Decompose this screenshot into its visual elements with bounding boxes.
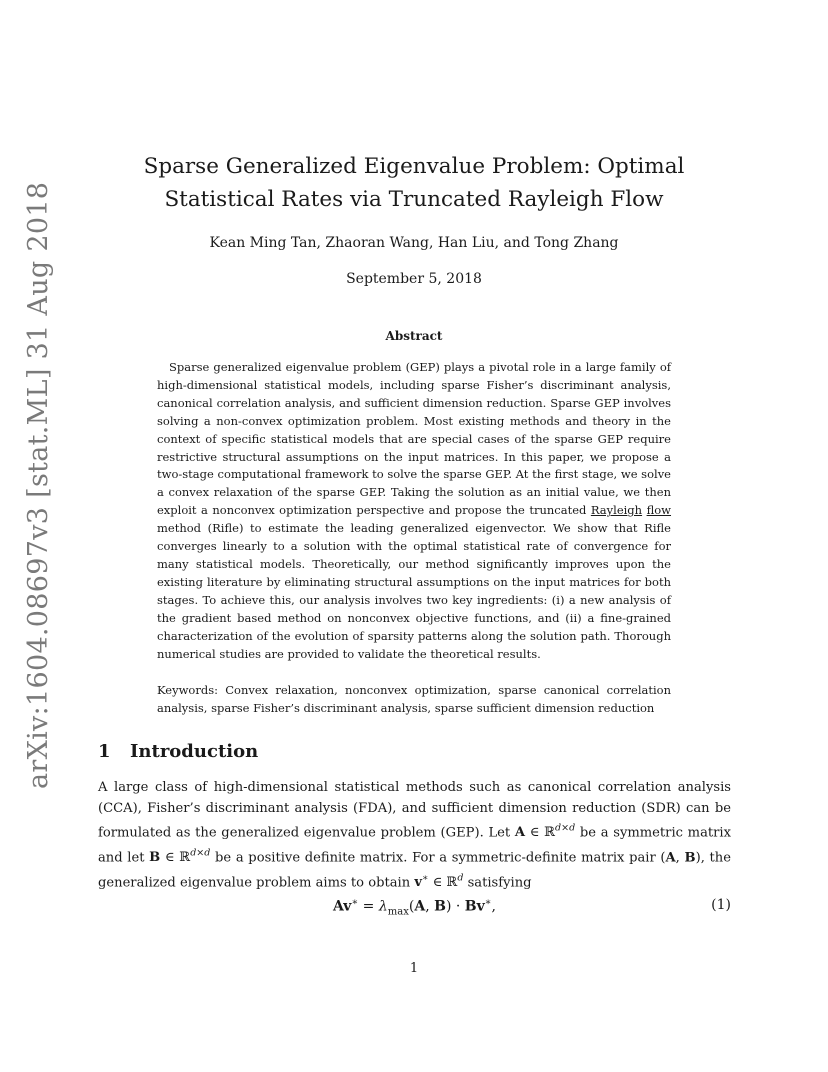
section-heading (98, 741, 258, 762)
author-list: Kean Ming Tan, Zhaoran Wang, Han Liu, and Tong Zhang (209, 235, 619, 251)
abstract-text-part2: (Rifle) to estimate the leading generalized eigenvector. We show that Rifle converges linearly to a solution with the optimal statistical rate of convergence for many statistical models. Theoretically, our method significantly improves upon the existing literature by eliminating structural assumptions on the input matrices for both stages. To achieve this, our analysis involves two key ingredients: (i) a new analysis of the gradient based method on nonconvex objective functions, and (ii) a fine-grained characterization of the evolution of sparsity patterns along the solution path. Thorough numerical studies are provided to validate the theoretical results. (157, 521, 671, 661)
equation-number: (1) (711, 897, 731, 913)
abstract-body (157, 359, 671, 663)
intro-text-part2: be a symmetric matrix and let (98, 825, 731, 866)
section-number: 1 (98, 741, 111, 762)
abstract-heading: Abstract (385, 329, 443, 343)
page-number: 1 (409, 961, 419, 976)
introduction-text (98, 778, 731, 894)
intro-text-part3: be a positive definite matrix. For a symmetric-definite matrix pair (210, 850, 661, 866)
arxiv-identifier-stamp: arXiv:1604.08697v3 [stat.ML] 31 Aug 2018 (23, 181, 54, 789)
rayleigh-underlined-word: Rayleigh (590, 503, 643, 518)
math-matrix-B-in-R: B ∈ ℝ$^{d\times d}$ (149, 847, 211, 866)
math-matrix-pair: (A, B) (660, 850, 701, 866)
equation-1: $Av^∗ = \lambda_{max}(A$, B) · Bv∗, (333, 897, 496, 918)
abstract-paragraph (157, 359, 671, 663)
paper-date: September 5, 2018 (346, 271, 482, 287)
method-word: method (157, 521, 202, 536)
math-vector-v-in-R: v∗ ∈ ℝ$^d$ (414, 872, 464, 891)
introduction-paragraph (98, 778, 731, 894)
intro-text-part1: A large class of high-dimensional statistical methods such as canonical correlation analysis (CCA), Fisher’s discriminant analysis (FDA), and sufficient dimension reduction (SDR) can be formulated as the generalized eigenvalue problem (GEP). Let (98, 780, 731, 841)
math-matrix-A-in-R: A ∈ ℝ$^{d\times d}$ (514, 823, 576, 841)
section-title: Introduction (130, 741, 259, 762)
flow-underlined-word: flow (646, 503, 672, 518)
intro-text-part4: , the generalized eigenvalue problem aims to obtain (98, 850, 731, 891)
intro-text-part5: satisfying (463, 875, 532, 891)
keywords: Keywords: Convex relaxation, nonconvex optimization, sparse canonical correlation analysis, sparse Fisher’s discriminant analysis, sparse sufficient dimension reduction (157, 683, 671, 715)
abstract-text-part1: Sparse generalized eigenvalue problem (GEP) plays a pivotal role in a large family of high-dimensional statistical models, including sparse Fisher’s discriminant analysis, canonical correlation analysis, and sufficient dimension reduction. Sparse GEP involves solving a non-convex optimization problem. Most existing methods and theory in the context of specific statistical models that are special cases of the sparse GEP require restrictive structural assumptions on the input matrices. In this paper, we propose a two-stage computational framework to solve the sparse GEP. At the first stage, we solve a convex relaxation of the sparse GEP. Taking the solution as an initial value, we then exploit a nonconvex optimization perspective and propose the truncated (157, 360, 671, 518)
paper-title: Sparse Generalized Eigenvalue Problem: Optimal Statistical Rates via Truncated Rayleigh Flow (143, 154, 685, 212)
